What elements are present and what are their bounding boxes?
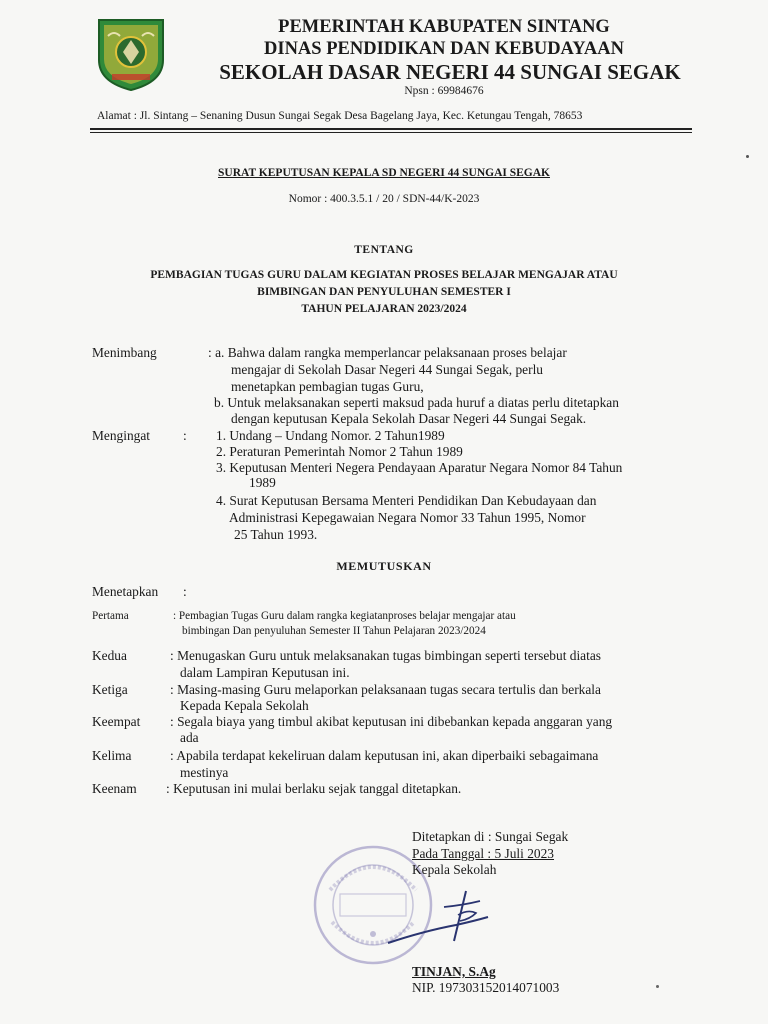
subject-line: BIMBINGAN DAN PENYULUHAN SEMESTER I	[257, 286, 511, 298]
letterhead-rule-thin	[90, 132, 692, 133]
mengingat-line: 4. Surat Keputusan Bersama Menteri Pendidikan Dan Kebudayaan dan	[216, 493, 597, 508]
letterhead-school-name: SEKOLAH DASAR NEGERI 44 SUNGAI SEGAK	[219, 60, 681, 84]
item-label-ketiga: Ketiga	[92, 682, 128, 697]
signatory-name: TINJAN, S.Ag	[412, 964, 496, 979]
mengingat-line: 1. Undang – Undang Nomor. 2 Tahun1989	[216, 428, 445, 443]
mengingat-line: 3. Keputusan Menteri Negera Pendayaan Aparatur Negara Nomor 84 Tahun	[216, 460, 623, 475]
letterhead-address: Alamat : Jl. Sintang – Senaning Dusun Sungai Segak Desa Bagelang Jaya, Kec. Ketungau Tengah, 78653	[97, 110, 583, 122]
item-text: : Menugaskan Guru untuk melaksanakan tugas bimbingan seperti tersebut diatas	[170, 648, 601, 663]
letterhead-line-2: DINAS PENDIDIKAN DAN KEBUDAYAAN	[264, 39, 624, 59]
item-text: : Keputusan ini mulai berlaku sejak tanggal ditetapkan.	[166, 781, 462, 796]
menimbang-label: Menimbang	[92, 345, 157, 360]
item-label-keenam: Keenam	[92, 781, 137, 796]
menimbang-line: b. Untuk melaksanakan seperti maksud pada huruf a diatas perlu ditetapkan	[214, 395, 619, 410]
letterhead-line-1: PEMERINTAH KABUPATEN SINTANG	[278, 17, 610, 37]
item-text: : Masing-masing Guru melaporkan pelaksanaan tugas secara tertulis dan berkala	[170, 682, 601, 697]
menetapkan-label: Menetapkan	[92, 584, 159, 599]
subject-line: TAHUN PELAJARAN 2023/2024	[301, 303, 467, 315]
mengingat-line: 2. Peraturan Pemerintah Nomor 2 Tahun 1989	[216, 444, 463, 459]
letterhead-rule-thick	[90, 128, 692, 130]
handwritten-signature-icon	[384, 885, 494, 953]
tentang-heading: TENTANG	[354, 244, 414, 256]
signature-date: Pada Tanggal : 5 Juli 2023	[412, 846, 555, 861]
subject-line: PEMBAGIAN TUGAS GURU DALAM KEGIATAN PROSES BELAJAR MENGAJAR ATAU	[150, 269, 618, 281]
letterhead-npsn: Npsn : 69984676	[404, 85, 484, 97]
mengingat-colon: :	[183, 428, 187, 443]
decree-number: Nomor : 400.3.5.1 / 20 / SDN-44/K-2023	[288, 193, 480, 205]
menetapkan-colon: :	[183, 584, 187, 599]
menimbang-line: menetapkan pembagian tugas Guru,	[231, 379, 424, 394]
item-text: mestinya	[180, 765, 229, 780]
item-text: : Segala biaya yang timbul akibat keputusan ini dibebankan kepada anggaran yang	[170, 714, 613, 729]
item-label-pertama: Pertama	[92, 610, 129, 622]
mengingat-line: 25 Tahun 1993.	[234, 527, 318, 542]
item-text: : Apabila terdapat kekeliruan dalam keputusan ini, akan diperbaiki sebagaimana	[170, 748, 599, 763]
item-text: ada	[180, 730, 199, 745]
memutuskan-heading: MEMUTUSKAN	[336, 559, 432, 573]
scan-speck	[746, 155, 749, 158]
signature-position: Kepala Sekolah	[412, 862, 497, 877]
item-text: dalam Lampiran Keputusan ini.	[180, 665, 350, 680]
mengingat-line: 1989	[249, 475, 276, 490]
item-text: Kepada Kepala Sekolah	[180, 698, 309, 713]
item-label-kelima: Kelima	[92, 748, 132, 763]
item-label-keempat: Keempat	[92, 714, 141, 729]
item-text: bimbingan Dan penyuluhan Semester II Tahun Pelajaran 2023/2024	[182, 625, 486, 637]
menimbang-line: : a. Bahwa dalam rangka memperlancar pelaksanaan proses belajar	[208, 345, 567, 360]
menimbang-line: dengan keputusan Kepala Sekolah Dasar Negeri 44 Sungai Segak.	[231, 411, 587, 426]
item-label-kedua: Kedua	[92, 648, 127, 663]
menimbang-line: mengajar di Sekolah Dasar Negeri 44 Sungai Segak, perlu	[231, 362, 543, 377]
mengingat-label: Mengingat	[92, 428, 151, 443]
signatory-nip: NIP. 197303152014071003	[412, 980, 560, 995]
decree-title: SURAT KEPUTUSAN KEPALA SD NEGERI 44 SUNGAI SEGAK	[218, 167, 550, 179]
signature-place: Ditetapkan di : Sungai Segak	[412, 829, 569, 844]
mengingat-line: Administrasi Kepegawaian Negara Nomor 33 Tahun 1995, Nomor	[229, 510, 586, 525]
item-text: : Pembagian Tugas Guru dalam rangka kegiatanproses belajar mengajar atau	[173, 610, 516, 622]
scan-speck	[656, 985, 659, 988]
